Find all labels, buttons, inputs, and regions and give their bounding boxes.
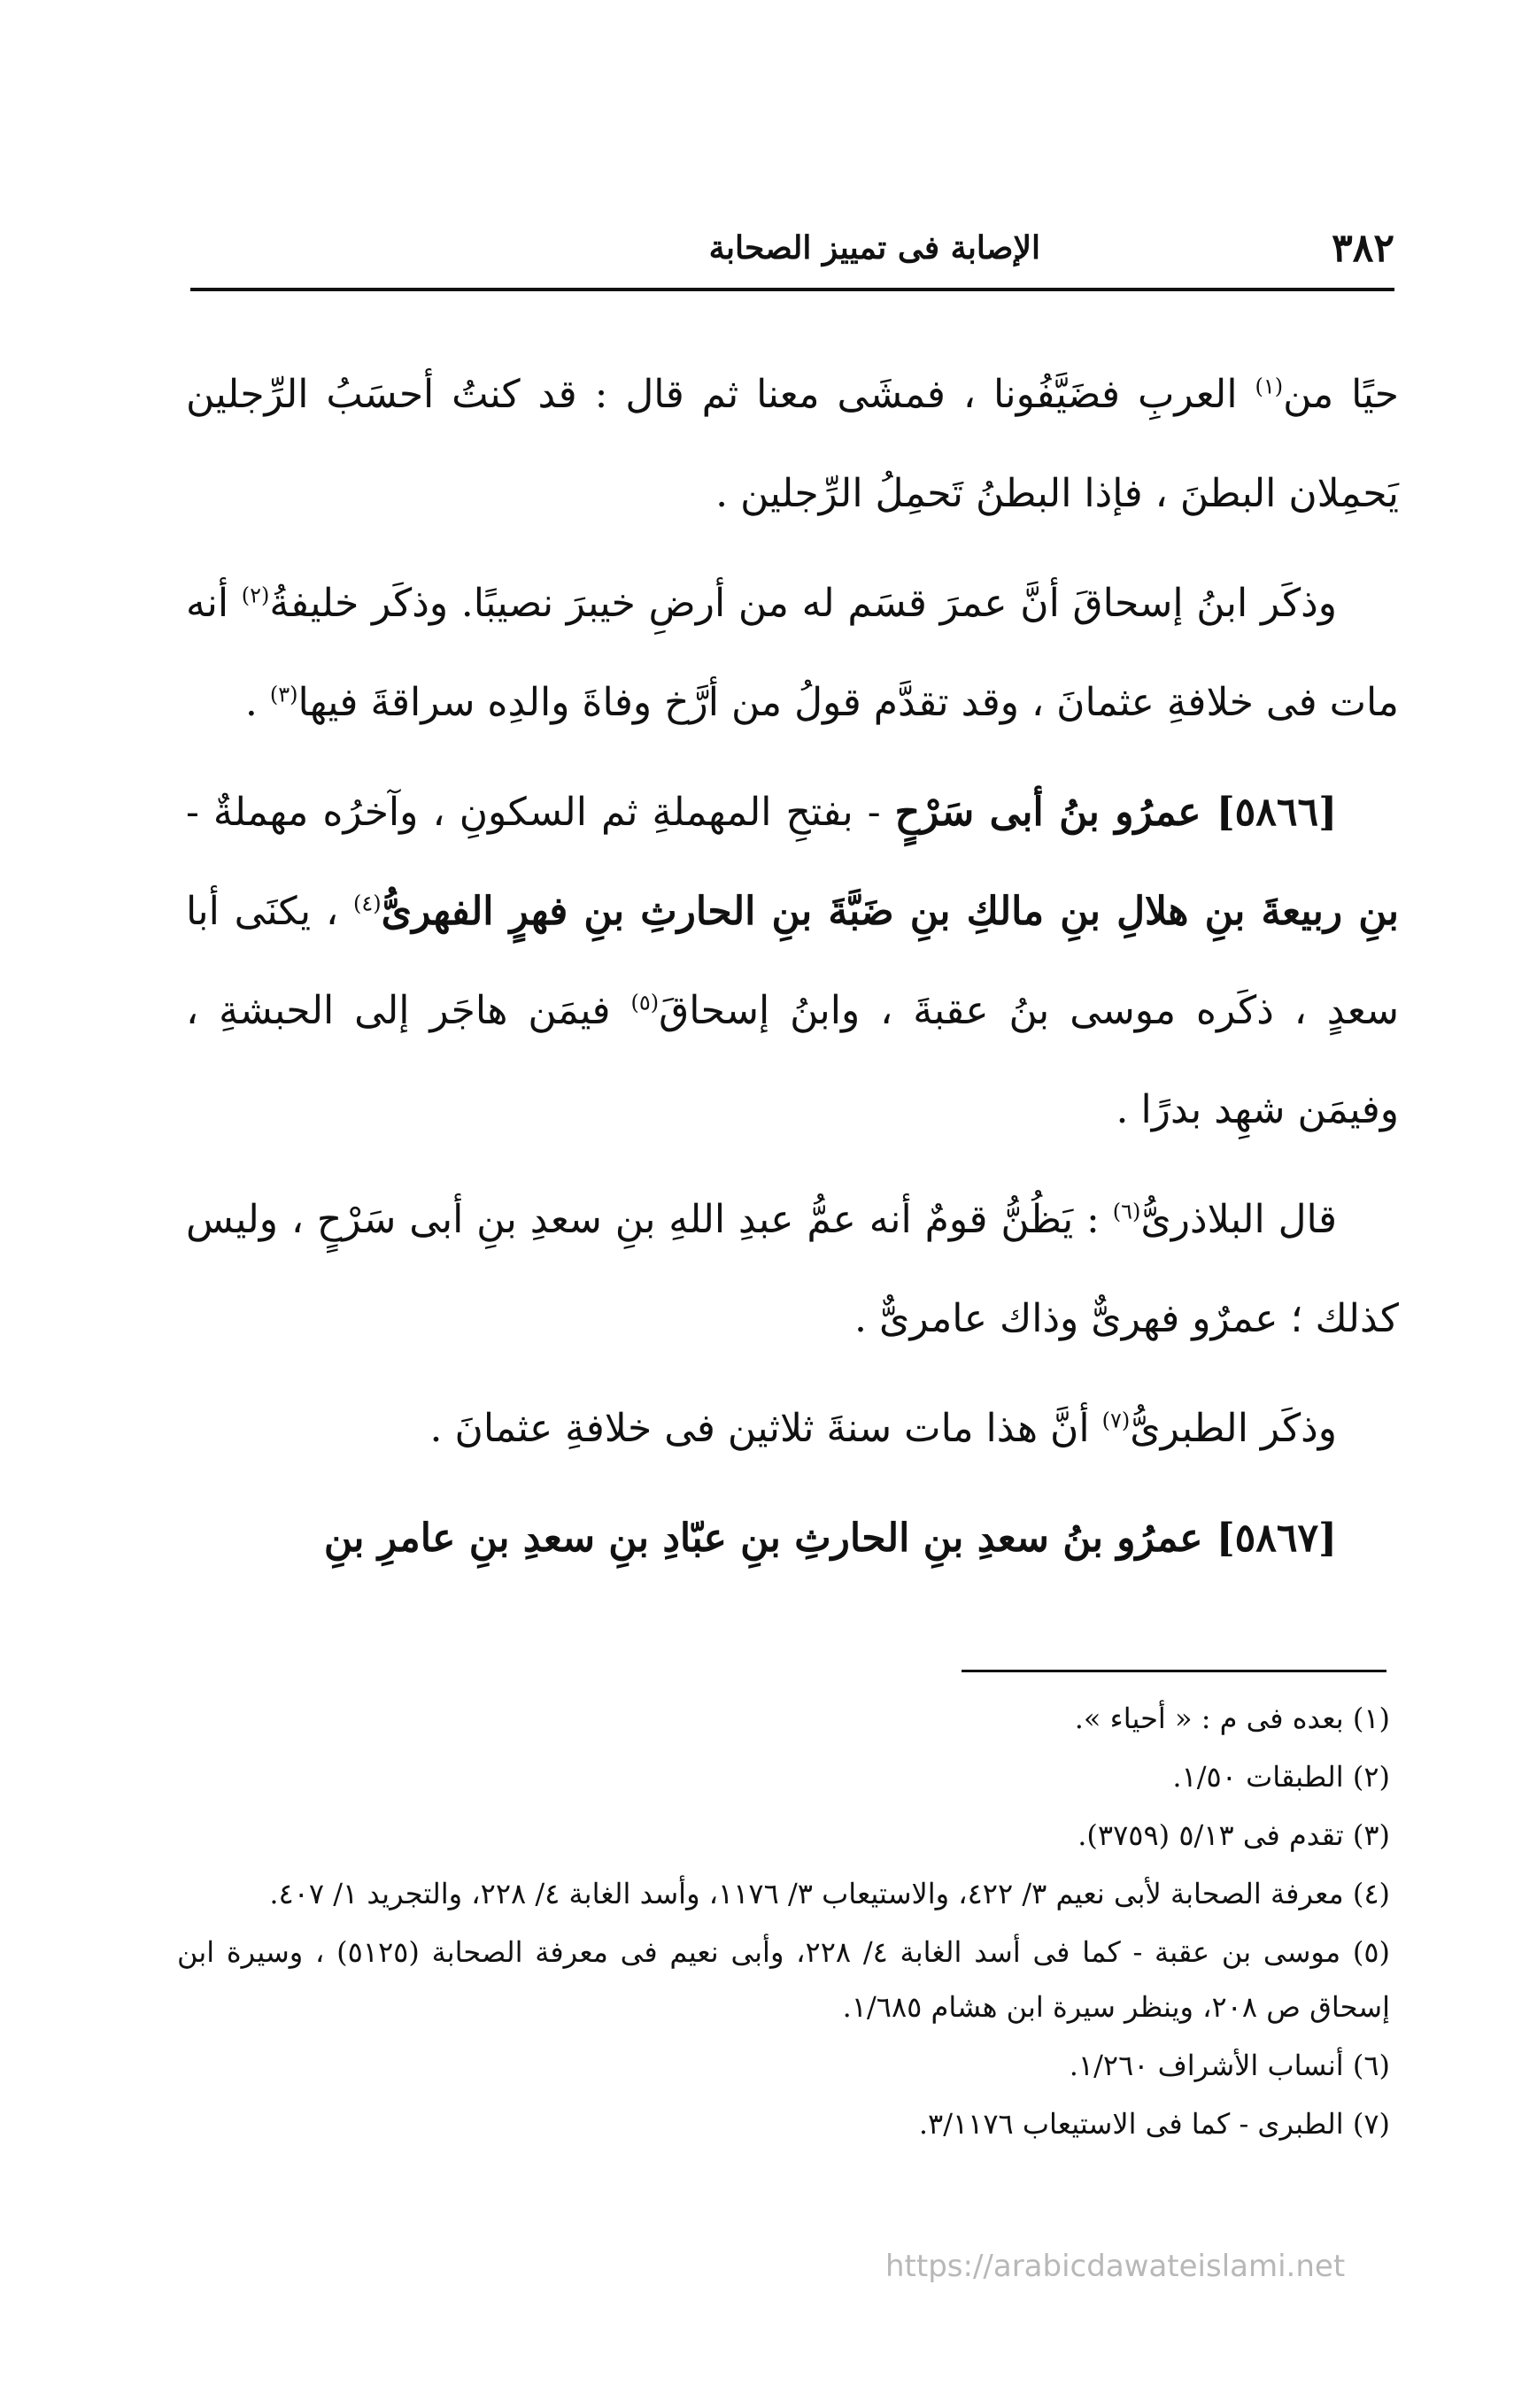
footnote-marker-5: (٥) [630, 990, 660, 1015]
paragraph-5 [186, 1379, 1399, 1478]
running-title: الإصابة فى تمييز الصحابة [708, 229, 1040, 266]
paragraph-2 [186, 554, 1399, 752]
footnote-marker-2: (٢) [241, 583, 270, 608]
paragraph-4 [186, 1170, 1399, 1369]
p2-text-a: وذكَر ابنُ إسحاقَ أنَّ عمرَ قسَم له من أرضِ خيبرَ نصيبًا. وذكَر خليفةُ [269, 581, 1338, 626]
entry-5866 [186, 763, 1399, 1160]
footnotes [177, 1691, 1390, 2155]
footnote-marker-1: (١) [1255, 374, 1284, 399]
p4-text-b: : يَظُنُّ قومٌ أنه عمُّ عبدِ اللهِ بنِ سعدِ بنِ أبى سَرْحٍ ، وليس كذلك ؛ عمرٌو فهرىٌّ وذاك عامرىٌّ . [186, 1197, 1399, 1341]
footnote-divider [962, 1670, 1386, 1672]
footnote-1: (١) بعده فى م : « أحياء ». [1074, 1702, 1390, 1735]
footnote-marker-7: (٧) [1101, 1408, 1131, 1433]
p5-text-a: وذكَر الطبرىُّ [1130, 1406, 1337, 1451]
watermark-url: https://arabicdawateislami.net [885, 2249, 1346, 2284]
p1-text-a: حيًا من [1283, 372, 1399, 417]
footnote-marker-6: (٦) [1112, 1199, 1141, 1224]
footnote-7: (٧) الطبرى - كما فى الاستيعاب ٣/١١٧٦. [918, 2107, 1390, 2141]
p5-text-b: أنَّ هذا مات سنةَ ثلاثين فى خلافةِ عثمانَ . [429, 1406, 1102, 1451]
page-number: ٣٨٢ [1332, 226, 1394, 271]
p4-text-a: قال البلاذرىُّ [1140, 1197, 1337, 1242]
footnote-marker-4: (٤) [352, 891, 382, 916]
footnote-marker-3: (٣) [269, 682, 298, 707]
p2-text-c: . [244, 680, 270, 725]
p1-text-b: العربِ فضَيَّفُونا ، فمشَى معنا ثم قال : قد كنتُ أحسَبُ الرِّجلين يَحمِلان البطنَ ، فإذا البطنُ تَحمِلُ الرِّجلين . [186, 372, 1399, 516]
entry-5866-heading: [٥٨٦٦] عمرُو بنُ أبى سَرْحٍ [894, 790, 1338, 835]
footnote-6: (٦) أنساب الأشراف ١/٢٦٠. [1069, 2049, 1390, 2082]
entry-5867-heading: [٥٨٦٧] عمرُو بنُ سعدِ بنِ الحارثِ بنِ عبّادِ بنِ سعدِ بنِ عامرِ بنِ [323, 1516, 1337, 1561]
p2-text-b: أنه مات فى خلافةِ عثمانَ ، وقد تقدَّم قولُ من أرَّخ وفاةَ والدِه سراقةَ فيها [186, 581, 1399, 725]
footnote-5: (٥) موسى بن عقبة - كما فى أسد الغابة ٤/ ٢٢٨، وأبى نعيم فى معرفة الصحابة (٥١٢٥) ، وسيرة ابن إسحاق ص ٢٠٨، وينظر سيرة ابن هشام ١/٦٨٥. [177, 1935, 1391, 2024]
footnote-4: (٤) معرفة الصحابة لأبى نعيم ٣/ ٤٢٢، والاستيعاب ٣/ ١١٧٦، وأسد الغابة ٤/ ٢٢٨، والتجريد ١/ ٤٠٧. [269, 1877, 1390, 1910]
footnote-2: (٢) الطبقات ١/٥٠. [1172, 1760, 1390, 1794]
entry-5866-lineage: بنِ ربيعةَ بنِ هلالِ بنِ مالكِ بنِ ضَبَّةَ بنِ الحارثِ بنِ فهرٍ الفهرىُّ [381, 889, 1399, 934]
entry-5867 [186, 1489, 1399, 1588]
body-text [186, 345, 1399, 1599]
p3-text-a: - بفتحِ المهملةِ ثم السكونِ ، وآخرُه مهملةٌ - [186, 790, 895, 835]
footnote-3: (٣) تقدم فى ٥/١٣ (٣٧٥٩). [1077, 1818, 1390, 1852]
p3-text-b: ، يكنَى أبا سعدٍ ، ذكَره موسى بنُ عقبةَ ، وابنُ إسحاقَ [186, 889, 1399, 1033]
p3-text-c: فيمَن هاجَر إلى الحبشةِ ، وفيمَن شهِد بدرًا . [186, 988, 1399, 1132]
running-head [190, 226, 1394, 291]
paragraph-1 [186, 345, 1399, 544]
